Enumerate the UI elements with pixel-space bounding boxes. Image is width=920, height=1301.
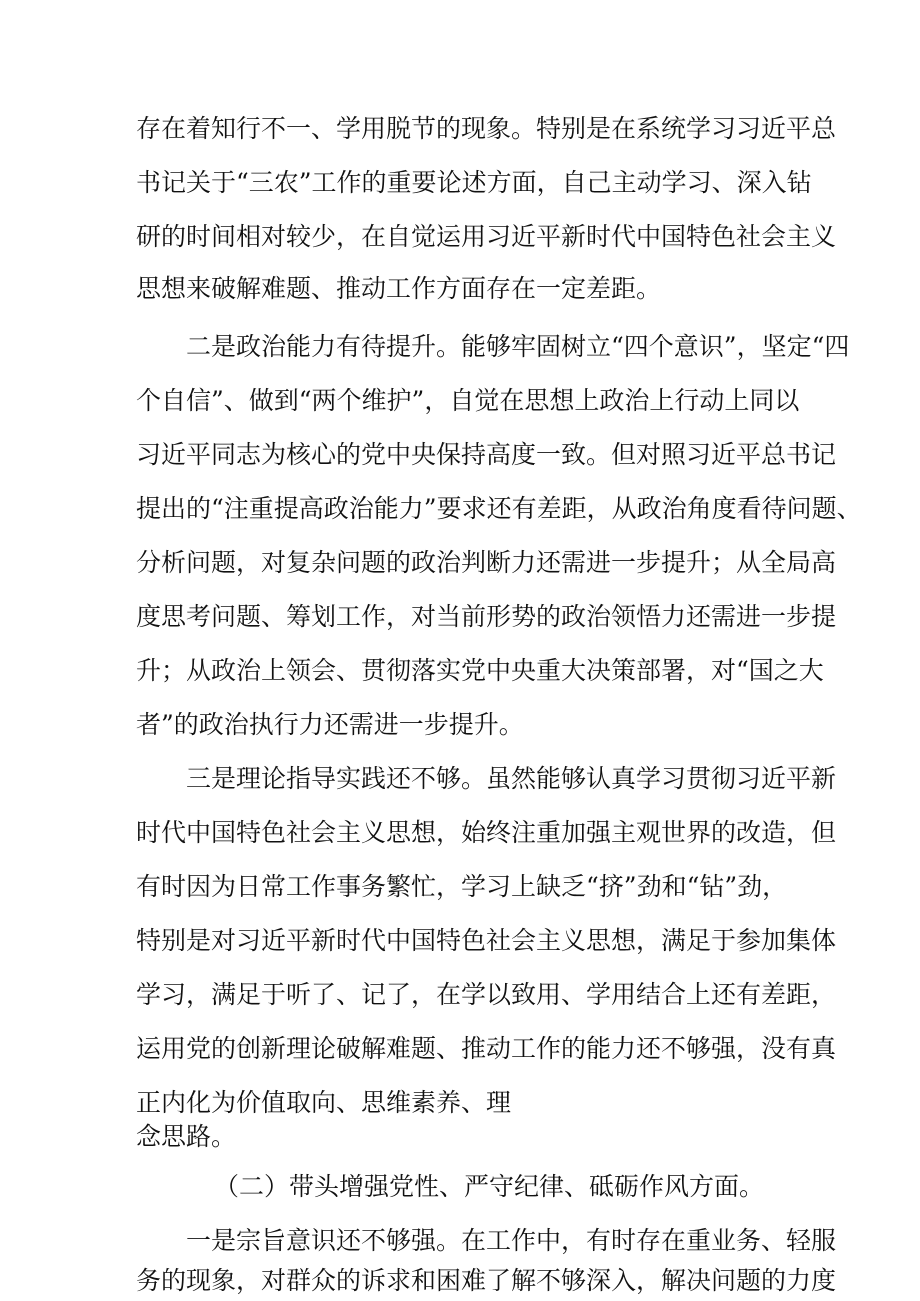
paragraph-line: 升；从政治上领会、贯彻落实党中央重大决策部署，对“国之大 (136, 656, 824, 685)
paragraph-line: 有时因为日常工作事务繁忙，学习上缺乏“挤”劲和“钻”劲， (136, 872, 788, 901)
paragraph-line: 念思路。 (136, 1122, 237, 1151)
paragraph-line: 三是理论指导实践还不够。虽然能够认真学习贯彻习近平新 (186, 764, 837, 793)
paragraph-line: 二是政治能力有待提升。能够牢固树立“四个意识”，坚定“四 (186, 332, 850, 361)
paragraph-line: 存在着知行不一、学用脱节的现象。特别是在系统学习习近平总 (136, 114, 837, 143)
paragraph-line: 务的现象，对群众的诉求和困难了解不够深入，解决问题的力度 (136, 1266, 837, 1295)
paragraph-line: 者”的政治执行力还需进一步提升。 (136, 710, 524, 739)
paragraph-line: 正内化为价值取向、思维素养、理 (136, 1088, 512, 1117)
paragraph-line: 特别是对习近平新时代中国特色社会主义思想，满足于参加集体 (136, 926, 837, 955)
paragraph-line: 分析问题，对复杂问题的政治判断力还需进一步提升；从全局高 (136, 548, 837, 577)
paragraph-line: 提出的“注重提高政治能力”要求还有差距，从政治角度看待问题、 (136, 494, 862, 523)
paragraph-line: 研的时间相对较少，在自觉运用习近平新时代中国特色社会主义 (136, 222, 837, 251)
paragraph-line: 个自信”、做到“两个维护”，自觉在思想上政治上行动上同以 (136, 386, 800, 415)
paragraph-line: 运用党的创新理论破解难题、推动工作的能力还不够强，没有真 (136, 1034, 837, 1063)
paragraph-line: 一是宗旨意识还不够强。在工作中，有时存在重业务、轻服 (186, 1226, 837, 1255)
section-heading: （二）带头增强党性、严守纪律、砥砺作风方面。 (214, 1172, 765, 1201)
paragraph-line: 习近平同志为核心的党中央保持高度一致。但对照习近平总书记 (136, 440, 837, 469)
paragraph-line: 时代中国特色社会主义思想，始终注重加强主观世界的改造，但 (136, 818, 837, 847)
paragraph-line: 书记关于“三农”工作的重要论述方面，自己主动学习、深入钻 (136, 168, 812, 197)
paragraph-line: 思想来破解难题、推动工作方面存在一定差距。 (136, 274, 662, 303)
paragraph-line: 度思考问题、筹划工作，对当前形势的政治领悟力还需进一步提 (136, 602, 837, 631)
paragraph-line: 学习，满足于听了、记了，在学以致用、学用结合上还有差距， (136, 980, 837, 1009)
